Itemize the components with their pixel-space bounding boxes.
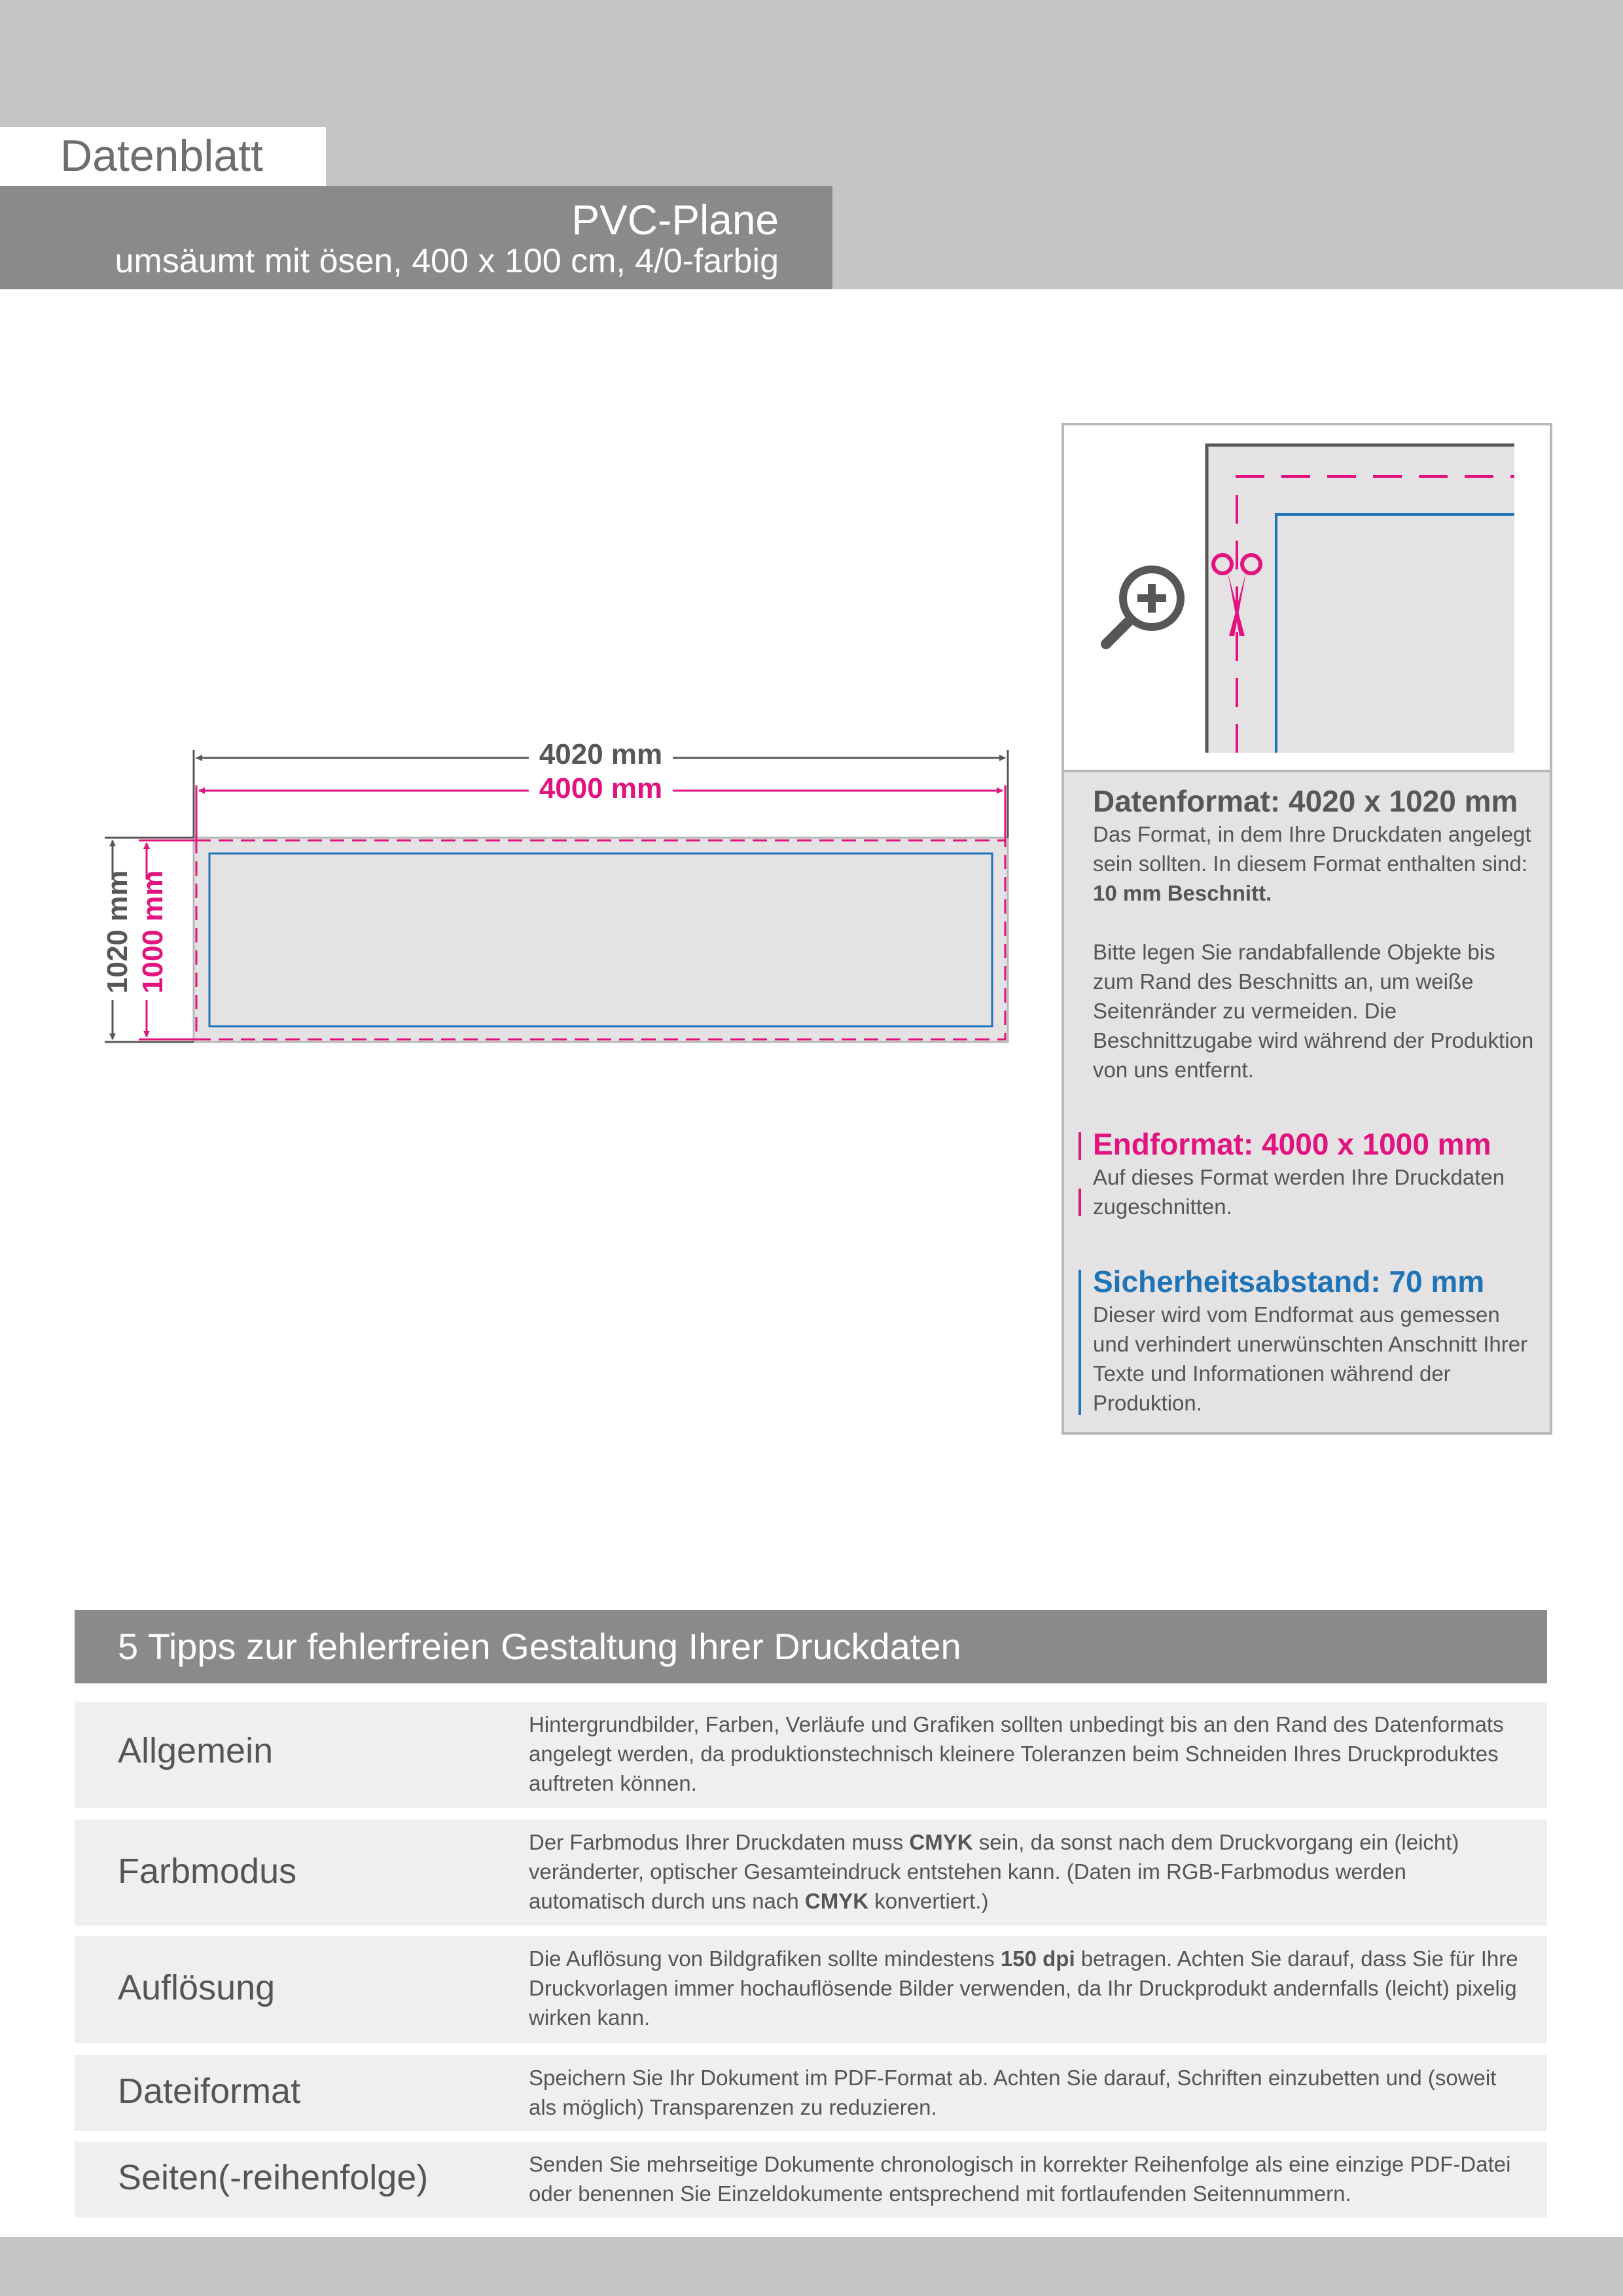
sicherheit-marker (1079, 1270, 1081, 1415)
datenformat-heading: Datenformat: 4020 x 1020 mm (1093, 784, 1518, 818)
height-final-label: 1000 mm (136, 880, 170, 1000)
product-detail: umsäumt mit ösen, 400 x 100 cm, 4/0-farbig (115, 242, 779, 280)
tip-label: Dateiformat (118, 2072, 301, 2111)
datenformat-text: Das Format, in dem Ihre Druckdaten angelegt sein sollten. In diesem Format enthalten sind: 10 mm Beschnitt. (1093, 822, 1531, 905)
tip-row-farbmodus (75, 1820, 1547, 1926)
endformat-marker (1079, 1132, 1081, 1160)
endformat-heading: Endformat: 4000 x 1000 mm (1093, 1127, 1491, 1161)
data-format-rect (194, 838, 1008, 1042)
tips-title: 5 Tipps zur fehlerfreien Gestaltung Ihrer Druckdaten (118, 1626, 961, 1667)
endformat-section (1093, 1126, 1538, 1221)
tip-label: Auflösung (118, 1968, 276, 2007)
footer-band (0, 2237, 1623, 2296)
tip-row-dateiformat (75, 2055, 1547, 2131)
tip-row-allgemein (75, 1702, 1547, 1808)
width-data-label: 4020 mm (529, 738, 673, 771)
product-title: PVC-Plane (571, 196, 779, 243)
bleed-value: 10 mm Beschnitt. (1093, 881, 1272, 905)
tip-row-aufloesung (75, 1936, 1547, 2043)
datenformat-section (1093, 783, 1538, 1085)
sicherheit-text: Dieser wird vom Endformat aus gemessen und verhindert unerwünschten Anschnitt Ihrer Texte und Informationen während der Produktion. (1093, 1302, 1528, 1415)
tip-text: Speichern Sie Ihr Dokument im PDF-Format ab. Achten Sie darauf, Schriften einzubetten und (soweit als möglich) Transparenzen zu reduzieren. (529, 2066, 1497, 2119)
format-diagram (0, 0, 1047, 1113)
height-data-label: 1020 mm (101, 880, 135, 1000)
sicherheit-section (1093, 1263, 1538, 1418)
datenformat-note: Bitte legen Sie randabfallende Objekte bis zum Rand des Beschnitts an, um weiße Seitenränder zu vermeiden. Die Beschnittzugabe wird während der Produktion von uns entfernt. (1093, 940, 1534, 1082)
tip-label: Seiten(-reihenfolge) (118, 2158, 429, 2197)
tip-label: Farbmodus (118, 1852, 297, 1891)
sicherheit-heading: Sicherheitsabstand: 70 mm (1093, 1265, 1485, 1299)
doc-label: Datenblatt (60, 131, 263, 181)
zoom-detail-panel (1064, 425, 1550, 772)
zoom-in-icon (1098, 560, 1190, 652)
tip-text: Die Auflösung von Bildgrafiken sollte mindestens 150 dpi betragen. Achten Sie darauf, dass Sie für Ihre Druckvorlagen immer hochauflösende Bilder verwenden, da Ihr Druckprodukt andernfalls (leicht) pixelig wirken kann. (529, 1946, 1518, 2030)
tip-text: Hintergrundbilder, Farben, Verläufe und Grafiken sollten unbedingt bis an den Rand des Datenformats angelegt werden, da produktionstechnisch kleinere Toleranzen beim Schneiden Ihres Druckproduktes auftreten können. (529, 1712, 1504, 1795)
tip-text: Der Farbmodus Ihrer Druckdaten muss CMYK sein, da sonst nach dem Druckvorgang ein (leicht) veränderter, optischer Gesamteindruck entstehen kann. (Daten im RGB-Farbmodus werden automatisch durch uns nach CMYK konvertiert.) (529, 1830, 1459, 1913)
scissors-icon (1208, 550, 1267, 641)
tip-row-seiten (75, 2142, 1547, 2217)
tip-label: Allgemein (118, 1731, 274, 1770)
endformat-text: Auf dieses Format werden Ihre Druckdaten zugeschnitten. (1093, 1165, 1505, 1219)
width-final-label: 4000 mm (529, 772, 673, 805)
endformat-marker-lower (1079, 1189, 1081, 1216)
tip-text: Senden Sie mehrseitige Dokumente chronologisch in korrekter Reihenfolge als eine einzige PDF-Datei oder benennen Sie Einzeldokumente entsprechend mit fortlaufenden Seitennummern. (529, 2152, 1511, 2206)
tips-header (75, 1610, 1547, 1683)
info-box (1061, 423, 1552, 1435)
